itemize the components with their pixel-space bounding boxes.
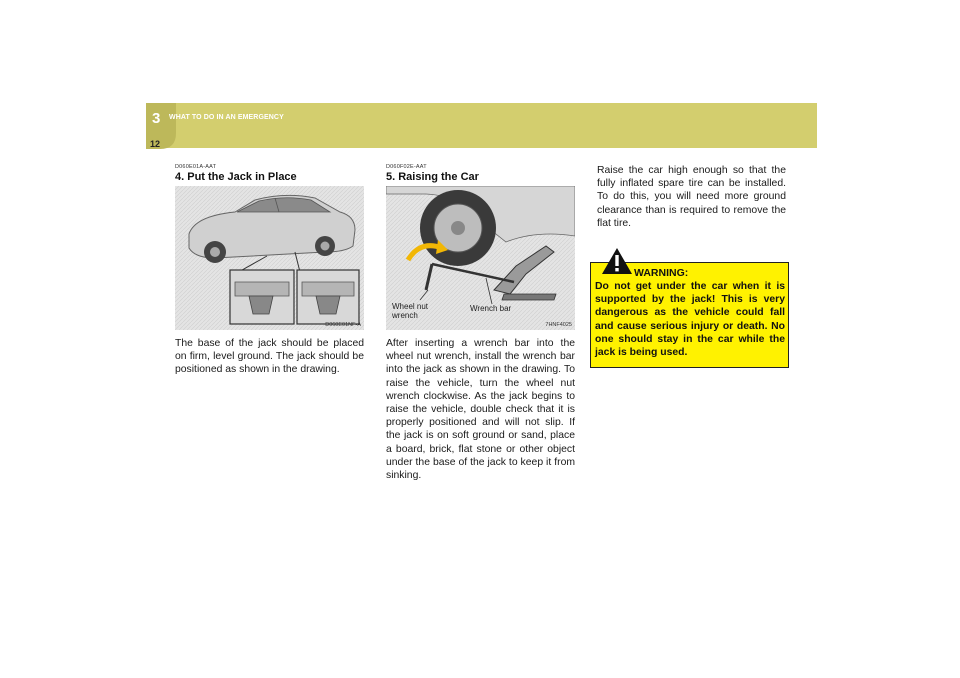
section-title: 5. Raising the Car xyxy=(386,171,479,183)
warning-title: WARNING: xyxy=(634,267,689,279)
chapter-number: 3 xyxy=(152,110,161,127)
figure-code: D060E01NF-A xyxy=(325,322,361,328)
exclamation-triangle-icon xyxy=(602,248,632,274)
car-jack-points-illustration xyxy=(175,186,364,330)
callout-wheel-nut-wrench xyxy=(392,302,428,320)
section-code: D060E01A-AAT xyxy=(175,164,217,170)
chapter-title: WHAT TO DO IN AN EMERGENCY xyxy=(169,114,284,121)
callout-line: wrench xyxy=(392,311,418,320)
jack-placement-figure xyxy=(175,186,364,330)
left-body-text: The base of the jack should be placed on firm, level ground. The jack should be positioned as shown in the drawing. xyxy=(175,338,364,376)
header-band xyxy=(146,103,817,148)
figure-code: 7HNF4025 xyxy=(545,322,572,328)
middle-body-text: After inserting a wrench bar into the wheel nut wrench, install the wrench bar into the jack as shown in the drawing. To raise the vehicle, turn the wheel nut wrench clockwise. As the jack begins to raise the vehicle, double check that it is properly positioned and will not slip. If the jack is on soft ground or sand, place a board, brick, flat stone or other object under the base of the jack to keep it from sinking. xyxy=(386,338,575,482)
page-number: 12 xyxy=(150,139,161,149)
raising-car-figure xyxy=(386,186,575,330)
right-body-text: Raise the car high enough so that the fully inflated spare tire can be installed. To do this, you will need more ground clearance than is required to remove the flat tire. xyxy=(597,165,786,229)
section-title: 4. Put the Jack in Place xyxy=(175,171,297,183)
warning-text: Do not get under the car when it is supported by the jack! This is very dangerous as the vehicle could fall and cause serious injury or death. No one should stay in the car while the jack is being used. xyxy=(595,281,785,359)
callout-line: Wheel nut xyxy=(392,302,429,311)
callout-wrench-bar: Wrench bar xyxy=(470,304,512,313)
section-code: D060F02E-AAT xyxy=(386,164,427,170)
